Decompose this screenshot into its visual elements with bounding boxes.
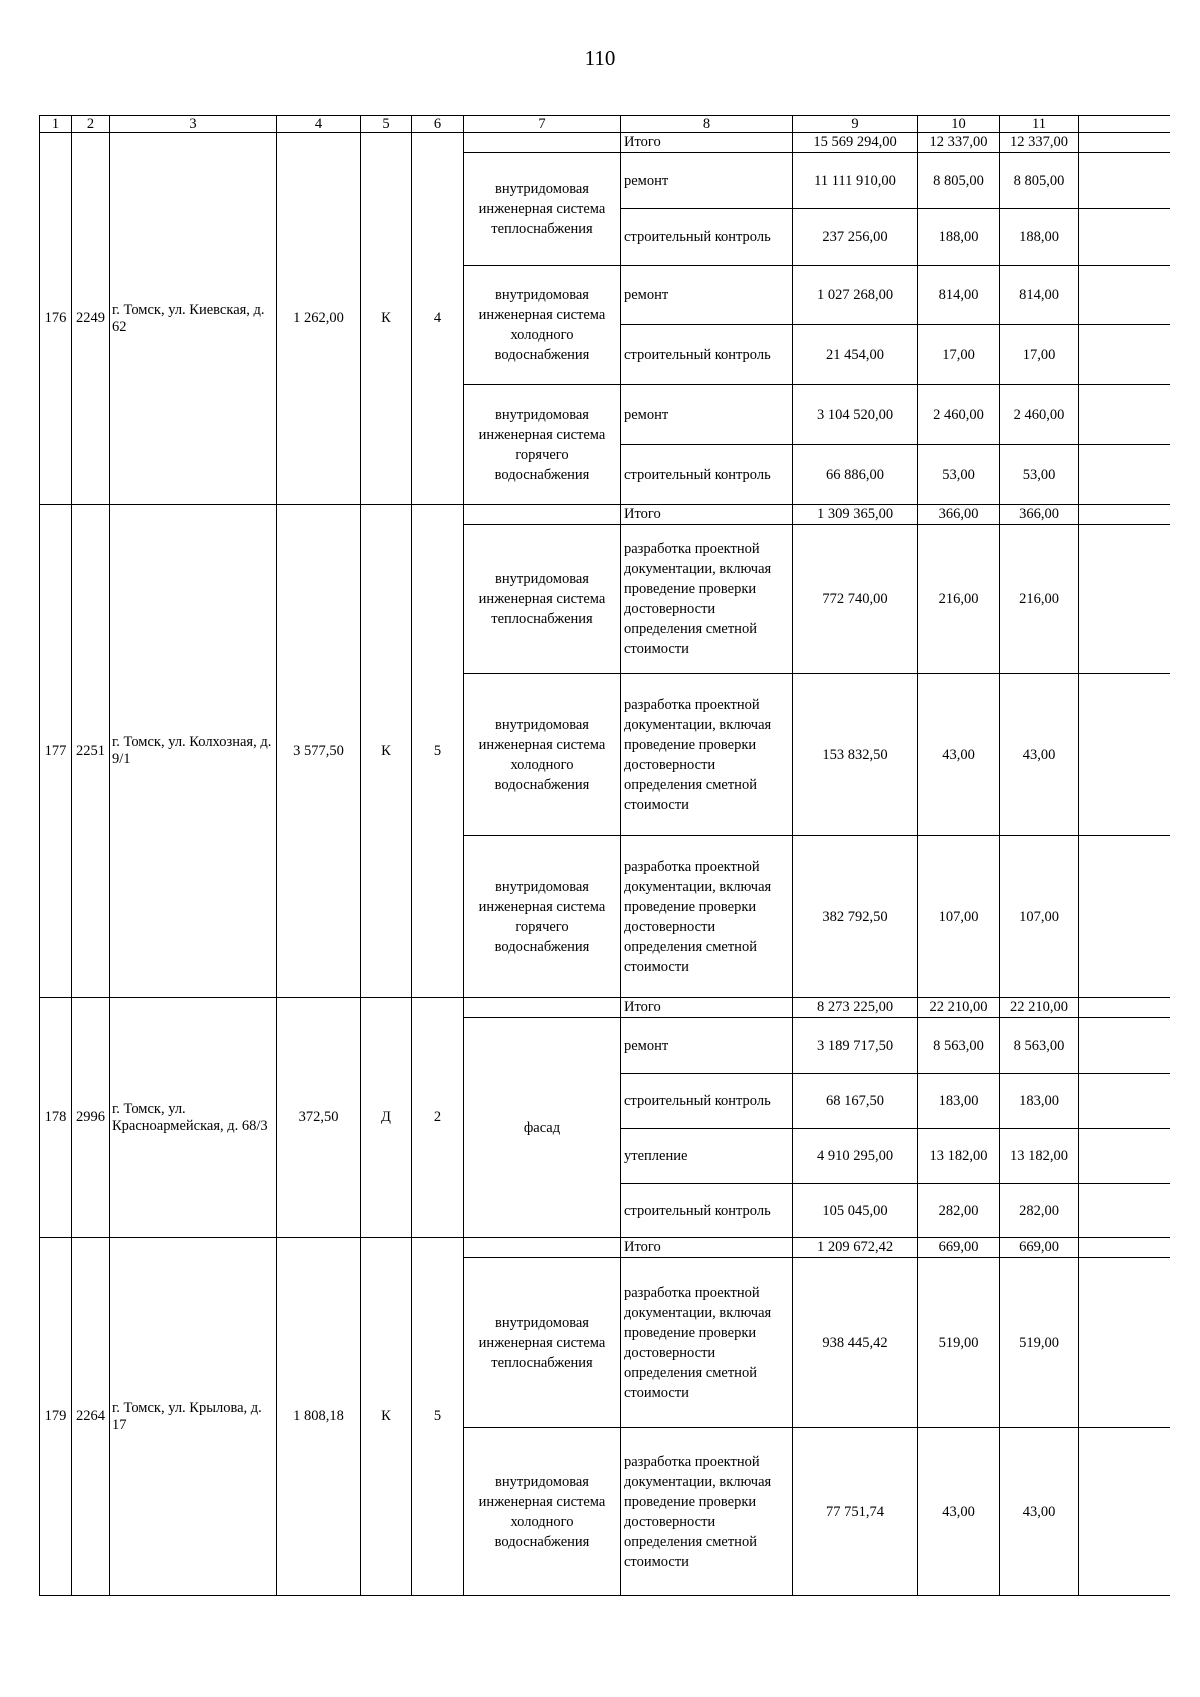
row-spacer <box>1079 325 1171 385</box>
work-col10: 43,00 <box>918 674 1000 836</box>
total-sum: 1 309 365,00 <box>793 505 918 525</box>
work-col10: 8 805,00 <box>918 153 1000 209</box>
work-col11: 17,00 <box>1000 325 1079 385</box>
total-gap <box>464 133 621 153</box>
house-type: Д <box>361 998 412 1238</box>
work-sum: 1 027 268,00 <box>793 266 918 325</box>
house-type: К <box>361 133 412 505</box>
area: 3 577,50 <box>277 505 361 998</box>
table-row <box>40 505 1171 525</box>
work-sum: 3 104 520,00 <box>793 385 918 445</box>
page-number: 110 <box>584 46 616 70</box>
house-type: К <box>361 505 412 998</box>
work-col10: 8 563,00 <box>918 1018 1000 1074</box>
column-header: 3 <box>110 116 277 133</box>
total-sum: 1 209 672,42 <box>793 1238 918 1258</box>
table-row <box>40 998 1171 1018</box>
work-type: утепление <box>621 1129 793 1184</box>
row-spacer <box>1079 133 1171 153</box>
total-col11: 669,00 <box>1000 1238 1079 1258</box>
work-sum: 3 189 717,50 <box>793 1018 918 1074</box>
work-sum: 105 045,00 <box>793 1184 918 1238</box>
work-col10: 814,00 <box>918 266 1000 325</box>
work-type: разработка проектной документации, включая проведение проверки достоверности определения сметной стоимости <box>621 1258 793 1428</box>
total-col11: 366,00 <box>1000 505 1079 525</box>
house-id: 2249 <box>72 133 110 505</box>
floors: 2 <box>412 998 464 1238</box>
work-col11: 282,00 <box>1000 1184 1079 1238</box>
work-type: разработка проектной документации, включая проведение проверки достоверности определения сметной стоимости <box>621 836 793 998</box>
work-col10: 188,00 <box>918 209 1000 266</box>
total-col10: 366,00 <box>918 505 1000 525</box>
work-sum: 4 910 295,00 <box>793 1129 918 1184</box>
house-id: 2264 <box>72 1238 110 1596</box>
work-type: ремонт <box>621 385 793 445</box>
row-spacer <box>1079 385 1171 445</box>
row-spacer <box>1079 445 1171 505</box>
work-type: строительный контроль <box>621 1074 793 1129</box>
system-name: внутридомовая инженерная система теплоснабжения <box>464 525 621 674</box>
row-spacer <box>1079 153 1171 209</box>
row-spacer <box>1079 1129 1171 1184</box>
work-col11: 8 805,00 <box>1000 153 1079 209</box>
address: г. Томск, ул. Крылова, д. 17 <box>110 1238 277 1596</box>
total-gap <box>464 998 621 1018</box>
work-col11: 216,00 <box>1000 525 1079 674</box>
column-number-row <box>40 116 1171 133</box>
row-spacer <box>1079 505 1171 525</box>
area: 372,50 <box>277 998 361 1238</box>
floors: 4 <box>412 133 464 505</box>
row-spacer <box>1079 1258 1171 1428</box>
work-type: строительный контроль <box>621 209 793 266</box>
row-spacer <box>1079 836 1171 998</box>
work-col11: 8 563,00 <box>1000 1018 1079 1074</box>
floors: 5 <box>412 505 464 998</box>
column-header: 8 <box>621 116 793 133</box>
work-sum: 772 740,00 <box>793 525 918 674</box>
row-number: 177 <box>40 505 72 998</box>
column-header: 4 <box>277 116 361 133</box>
total-sum: 15 569 294,00 <box>793 133 918 153</box>
work-type: разработка проектной документации, включая проведение проверки достоверности определения сметной стоимости <box>621 1428 793 1596</box>
work-col11: 43,00 <box>1000 1428 1079 1596</box>
total-label: Итого <box>621 505 793 525</box>
work-col11: 53,00 <box>1000 445 1079 505</box>
work-col11: 519,00 <box>1000 1258 1079 1428</box>
system-name: внутридомовая инженерная система горячего водоснабжения <box>464 385 621 505</box>
work-col10: 107,00 <box>918 836 1000 998</box>
work-type: строительный контроль <box>621 445 793 505</box>
column-header: 2 <box>72 116 110 133</box>
row-spacer <box>1079 998 1171 1018</box>
work-col10: 2 460,00 <box>918 385 1000 445</box>
system-name: внутридомовая инженерная система холодного водоснабжения <box>464 1428 621 1596</box>
work-col10: 53,00 <box>918 445 1000 505</box>
total-label: Итого <box>621 1238 793 1258</box>
work-col11: 183,00 <box>1000 1074 1079 1129</box>
column-header-spacer <box>1079 116 1171 133</box>
house-type: К <box>361 1238 412 1596</box>
system-name: внутридомовая инженерная система теплоснабжения <box>464 1258 621 1428</box>
area: 1 262,00 <box>277 133 361 505</box>
work-col11: 188,00 <box>1000 209 1079 266</box>
column-header: 10 <box>918 116 1000 133</box>
row-spacer <box>1079 674 1171 836</box>
work-type: разработка проектной документации, включая проведение проверки достоверности определения сметной стоимости <box>621 525 793 674</box>
system-name: внутридомовая инженерная система теплоснабжения <box>464 153 621 266</box>
table-row <box>40 1238 1171 1258</box>
row-spacer <box>1079 1018 1171 1074</box>
work-type: ремонт <box>621 266 793 325</box>
work-sum: 77 751,74 <box>793 1428 918 1596</box>
total-col10: 12 337,00 <box>918 133 1000 153</box>
column-header: 1 <box>40 116 72 133</box>
address: г. Томск, ул. Красноармейская, д. 68/3 <box>110 998 277 1238</box>
row-number: 179 <box>40 1238 72 1596</box>
total-gap <box>464 505 621 525</box>
work-type: строительный контроль <box>621 325 793 385</box>
total-gap <box>464 1238 621 1258</box>
work-sum: 21 454,00 <box>793 325 918 385</box>
work-col11: 107,00 <box>1000 836 1079 998</box>
row-spacer <box>1079 1184 1171 1238</box>
system-name: внутридомовая инженерная система холодного водоснабжения <box>464 674 621 836</box>
column-header: 5 <box>361 116 412 133</box>
work-type: строительный контроль <box>621 1184 793 1238</box>
work-col11: 2 460,00 <box>1000 385 1079 445</box>
total-col11: 12 337,00 <box>1000 133 1079 153</box>
work-col11: 814,00 <box>1000 266 1079 325</box>
system-name: внутридомовая инженерная система холодного водоснабжения <box>464 266 621 385</box>
work-type: ремонт <box>621 153 793 209</box>
row-number: 178 <box>40 998 72 1238</box>
work-col10: 183,00 <box>918 1074 1000 1129</box>
work-type: разработка проектной документации, включая проведение проверки достоверности определения сметной стоимости <box>621 674 793 836</box>
work-col11: 13 182,00 <box>1000 1129 1079 1184</box>
work-col10: 519,00 <box>918 1258 1000 1428</box>
system-name: внутридомовая инженерная система горячего водоснабжения <box>464 836 621 998</box>
work-sum: 938 445,42 <box>793 1258 918 1428</box>
row-spacer <box>1079 1428 1171 1596</box>
column-header: 6 <box>412 116 464 133</box>
row-spacer <box>1079 1074 1171 1129</box>
row-spacer <box>1079 525 1171 674</box>
column-header: 7 <box>464 116 621 133</box>
row-spacer <box>1079 209 1171 266</box>
work-col10: 17,00 <box>918 325 1000 385</box>
house-id: 2251 <box>72 505 110 998</box>
total-col10: 22 210,00 <box>918 998 1000 1018</box>
row-spacer <box>1079 1238 1171 1258</box>
table-row <box>40 133 1171 153</box>
address: г. Томск, ул. Колхозная, д. 9/1 <box>110 505 277 998</box>
total-label: Итого <box>621 133 793 153</box>
floors: 5 <box>412 1238 464 1596</box>
work-sum: 11 111 910,00 <box>793 153 918 209</box>
total-col10: 669,00 <box>918 1238 1000 1258</box>
column-header: 11 <box>1000 116 1079 133</box>
work-sum: 66 886,00 <box>793 445 918 505</box>
address: г. Томск, ул. Киевская, д. 62 <box>110 133 277 505</box>
work-sum: 153 832,50 <box>793 674 918 836</box>
work-col10: 282,00 <box>918 1184 1000 1238</box>
total-label: Итого <box>621 998 793 1018</box>
table-fragment <box>39 115 1170 1628</box>
house-id: 2996 <box>72 998 110 1238</box>
work-col11: 43,00 <box>1000 674 1079 836</box>
work-type: ремонт <box>621 1018 793 1074</box>
work-sum: 237 256,00 <box>793 209 918 266</box>
work-col10: 216,00 <box>918 525 1000 674</box>
row-number: 176 <box>40 133 72 505</box>
row-spacer <box>1079 266 1171 325</box>
area: 1 808,18 <box>277 1238 361 1596</box>
total-sum: 8 273 225,00 <box>793 998 918 1018</box>
system-name: фасад <box>464 1018 621 1238</box>
work-col10: 43,00 <box>918 1428 1000 1596</box>
column-header: 9 <box>793 116 918 133</box>
work-col10: 13 182,00 <box>918 1129 1000 1184</box>
works-table <box>39 115 1170 1596</box>
work-sum: 68 167,50 <box>793 1074 918 1129</box>
work-sum: 382 792,50 <box>793 836 918 998</box>
total-col11: 22 210,00 <box>1000 998 1079 1018</box>
